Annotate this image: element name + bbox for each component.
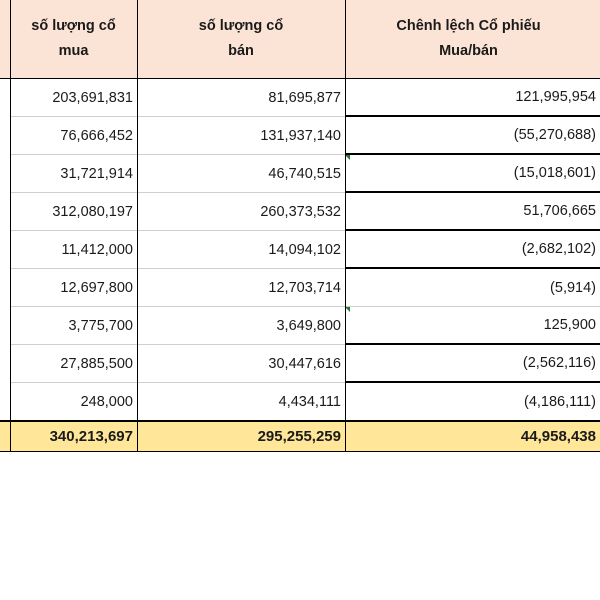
difference-cell[interactable]: [345, 79, 600, 117]
cell-value: 12,697,800: [60, 279, 133, 296]
difference-cell[interactable]: [345, 155, 600, 193]
total-top-border: [0, 420, 600, 422]
header-sell-quantity[interactable]: [137, 0, 345, 78]
cell-value: (2,562,116): [522, 355, 596, 371]
buy-quantity-cell[interactable]: [10, 155, 137, 193]
cell-value: 31,721,914: [60, 165, 133, 182]
table-row: [0, 307, 600, 345]
cell-value: 260,373,532: [260, 203, 341, 220]
difference-cell[interactable]: [345, 269, 600, 307]
buy-quantity-cell[interactable]: [10, 269, 137, 307]
row-blank-cell[interactable]: [0, 307, 10, 345]
buy-quantity-cell[interactable]: [10, 345, 137, 383]
row-blank-cell[interactable]: [0, 155, 10, 193]
sell-quantity-cell[interactable]: [137, 307, 345, 345]
difference-cell[interactable]: [345, 345, 600, 383]
header-label: Chênh lệch Cổ phiếu Mua/bán: [396, 18, 541, 59]
cell-value: (4,186,111): [523, 393, 596, 410]
row-blank-cell[interactable]: [0, 117, 10, 155]
header-buy-quantity[interactable]: [10, 0, 137, 78]
cell-value: 51,706,665: [523, 203, 596, 219]
row-blank-cell[interactable]: [0, 345, 10, 383]
row-blank-cell[interactable]: [0, 269, 10, 307]
sell-quantity-cell[interactable]: [137, 117, 345, 155]
table-row: [0, 79, 600, 117]
row-blank-cell[interactable]: [0, 383, 10, 421]
total-row: [0, 421, 600, 452]
sell-quantity-cell[interactable]: [137, 383, 345, 421]
cell-value: 44,958,438: [520, 428, 596, 445]
table-row: [0, 117, 600, 155]
difference-cell[interactable]: [345, 117, 600, 155]
sell-quantity-cell[interactable]: [137, 231, 345, 269]
cell-value: 340,213,697: [49, 428, 133, 445]
total-difference-cell[interactable]: [345, 421, 600, 452]
table-row: [0, 269, 600, 307]
header-row: [0, 0, 600, 78]
cell-value: 81,695,877: [268, 89, 341, 106]
table-row: [0, 193, 600, 231]
buy-quantity-cell[interactable]: [10, 383, 137, 421]
table-row: [0, 345, 600, 383]
column-divider: [10, 0, 11, 452]
sell-quantity-cell[interactable]: [137, 155, 345, 193]
header-label: số lượng cổ bán: [198, 18, 284, 59]
total-cell-blank[interactable]: [0, 421, 10, 452]
cell-value: 3,649,800: [276, 317, 341, 334]
row-blank-cell[interactable]: [0, 79, 10, 117]
difference-cell[interactable]: [345, 193, 600, 231]
cell-value: 27,885,500: [60, 355, 133, 372]
cell-value: 76,666,452: [60, 127, 133, 144]
buy-quantity-cell[interactable]: [10, 231, 137, 269]
table-row: [0, 231, 600, 269]
difference-cell[interactable]: [345, 307, 600, 345]
cell-value: (5,914): [550, 279, 596, 296]
cell-value: 46,740,515: [268, 165, 341, 182]
cell-value: 131,937,140: [260, 127, 341, 144]
cell-value: 3,775,700: [68, 317, 133, 334]
cell-value: 248,000: [80, 393, 133, 410]
cell-value: (55,270,688): [513, 127, 596, 143]
cell-value: (2,682,102): [521, 241, 596, 257]
buy-quantity-cell[interactable]: [10, 79, 137, 117]
header-cell-blank[interactable]: [0, 0, 10, 78]
cell-value: 125,900: [543, 317, 596, 333]
cell-value: 4,434,111: [278, 393, 341, 410]
buy-quantity-cell[interactable]: [10, 193, 137, 231]
row-blank-cell[interactable]: [0, 231, 10, 269]
sell-quantity-cell[interactable]: [137, 269, 345, 307]
sell-quantity-cell[interactable]: [137, 345, 345, 383]
table-row: [0, 383, 600, 421]
column-divider: [345, 0, 346, 452]
total-bottom-border: [0, 451, 600, 452]
buy-quantity-cell[interactable]: [10, 117, 137, 155]
sell-quantity-cell[interactable]: [137, 79, 345, 117]
cell-value: 14,094,102: [268, 241, 341, 258]
cell-value: 121,995,954: [515, 89, 596, 105]
row-blank-cell[interactable]: [0, 193, 10, 231]
cell-value: 312,080,197: [52, 203, 133, 220]
cell-value: 295,255,259: [257, 428, 341, 445]
difference-cell[interactable]: [345, 383, 600, 421]
sell-quantity-cell[interactable]: [137, 193, 345, 231]
cell-value: 12,703,714: [268, 279, 341, 296]
total-buy-cell[interactable]: [10, 421, 137, 452]
buy-quantity-cell[interactable]: [10, 307, 137, 345]
total-sell-cell[interactable]: [137, 421, 345, 452]
header-difference[interactable]: [345, 0, 600, 78]
header-divider: [0, 78, 600, 79]
cell-value: (15,018,601): [513, 165, 596, 181]
column-divider: [137, 0, 138, 452]
difference-cell[interactable]: [345, 231, 600, 269]
cell-value: 11,412,000: [61, 241, 133, 258]
header-label: số lượng cổ mua: [31, 18, 116, 59]
cell-value: 203,691,831: [52, 89, 133, 106]
cell-value: 30,447,616: [268, 355, 341, 372]
table-row: [0, 155, 600, 193]
